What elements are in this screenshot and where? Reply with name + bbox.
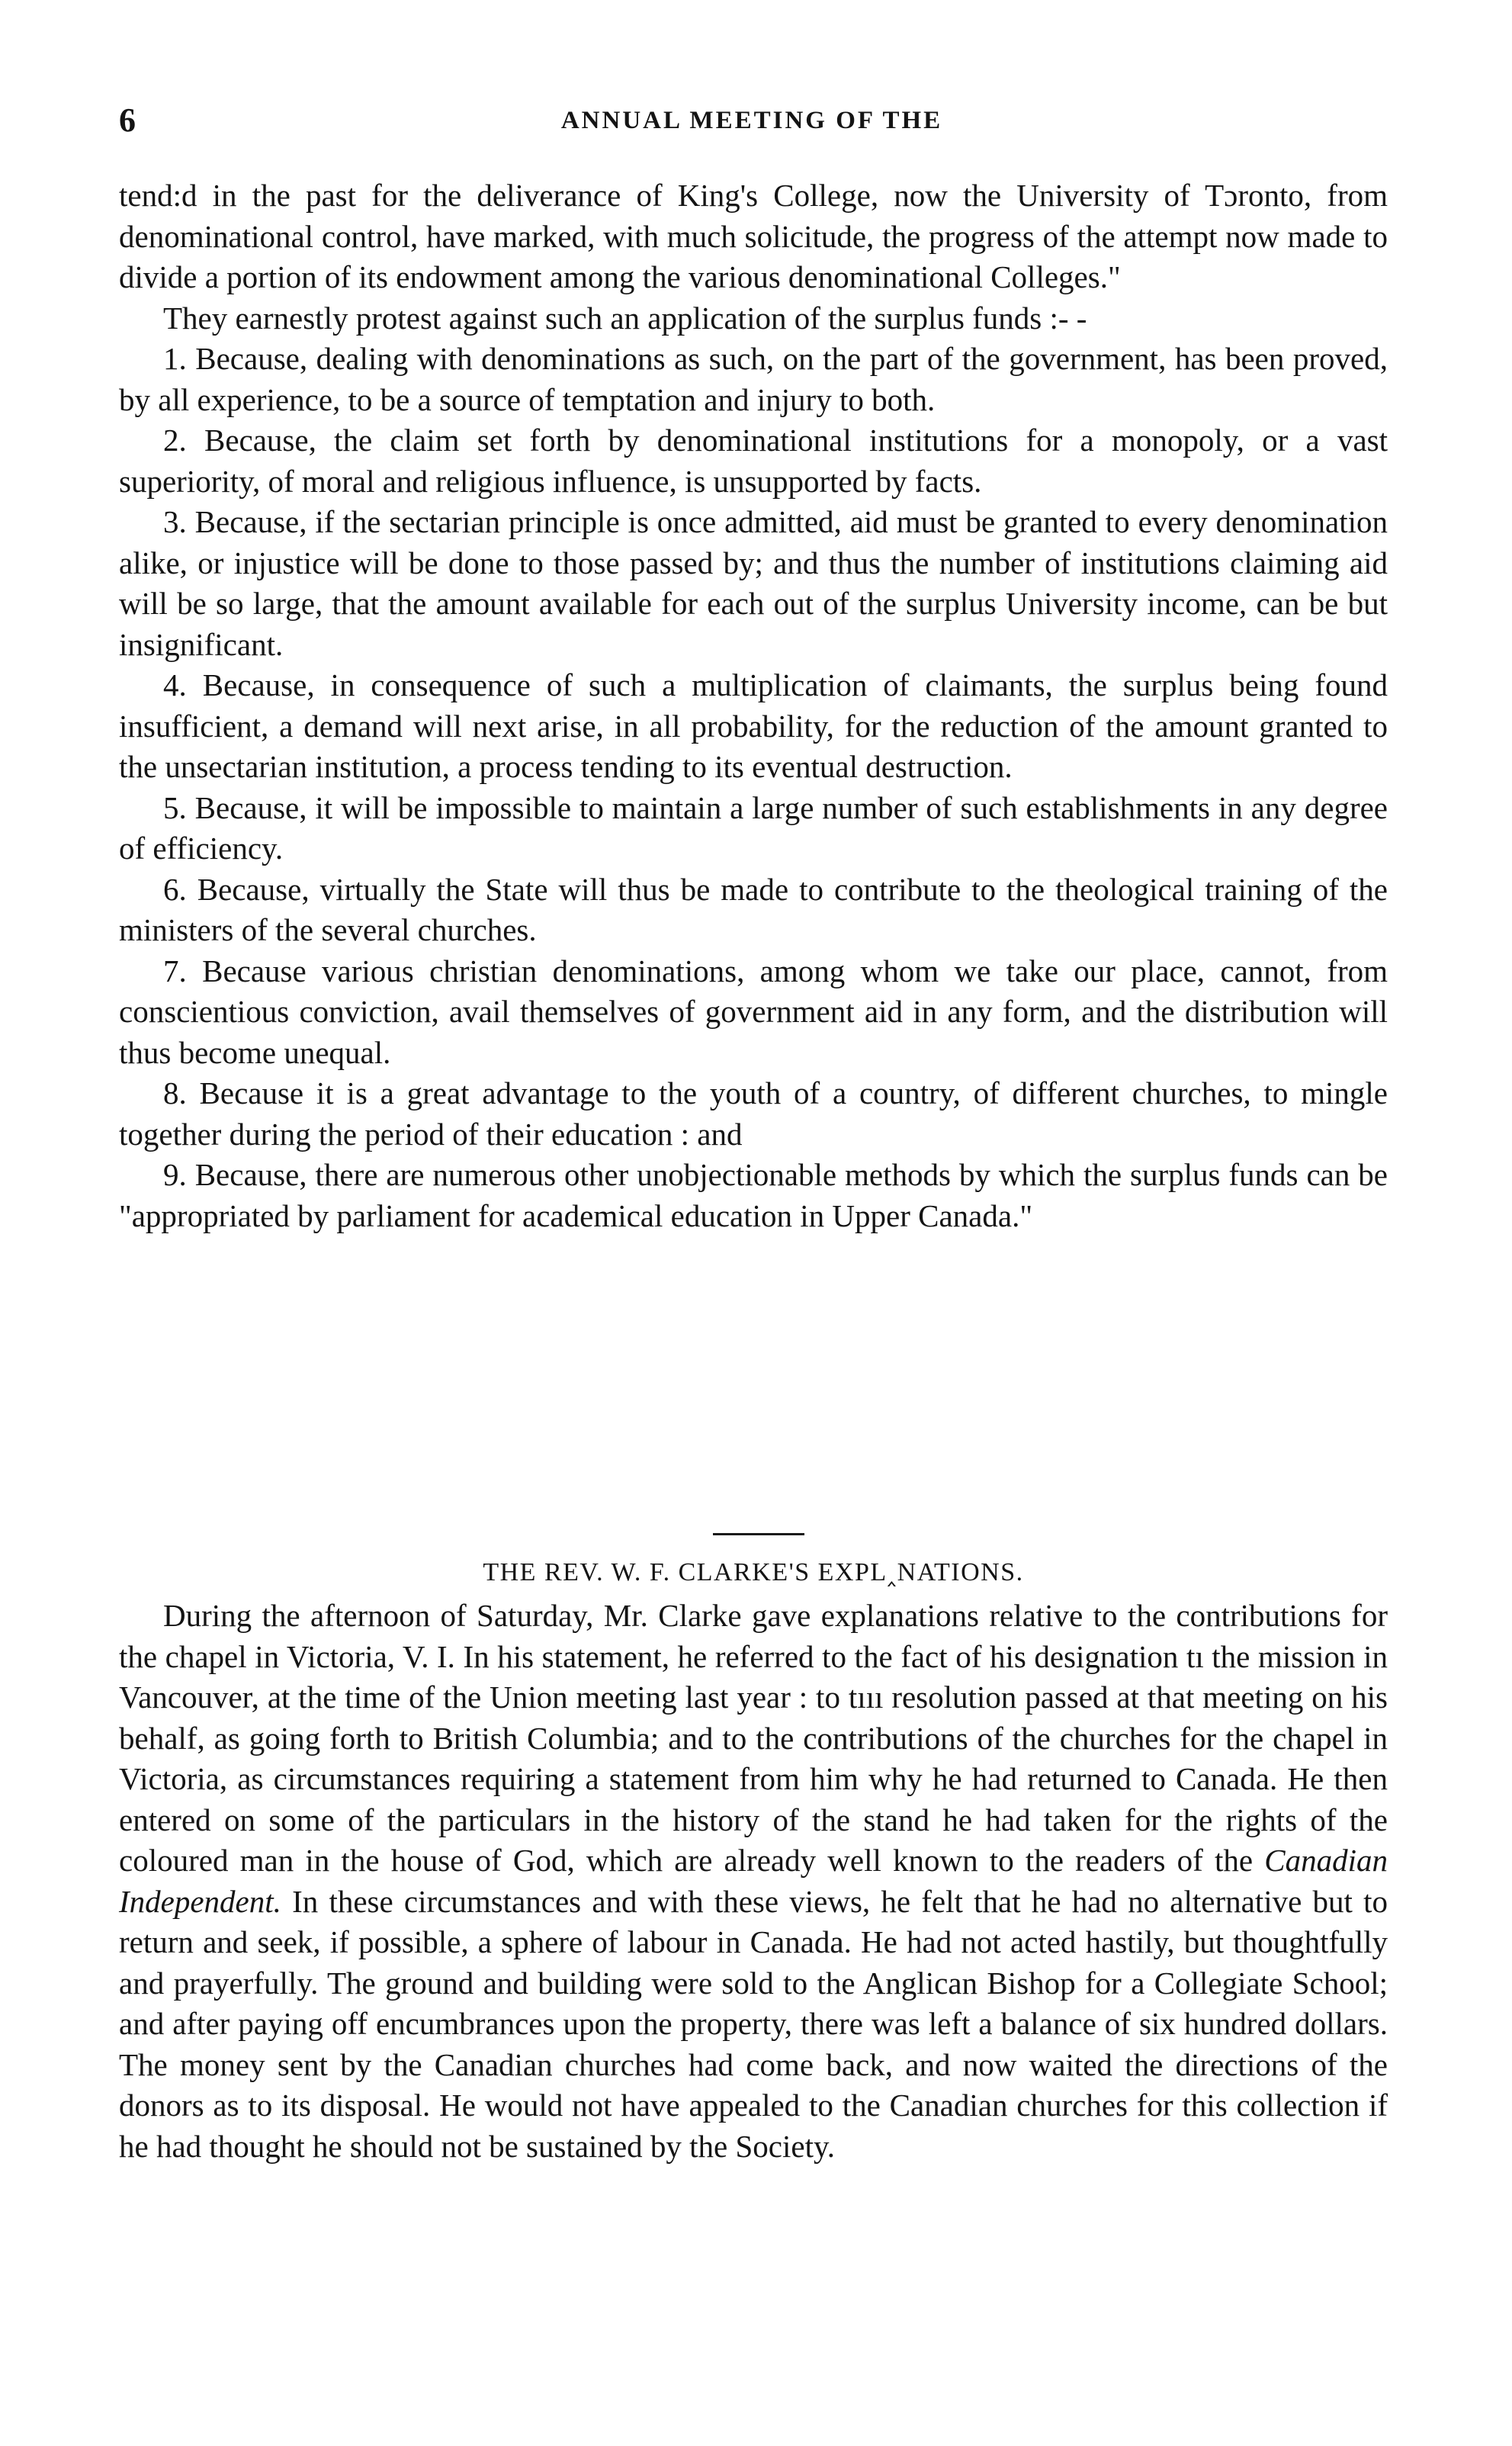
reason-5: 5. Because, it will be impossible to maintain a large number of such establishments in any degree of efficiency. xyxy=(119,789,1388,866)
page-number: 6 xyxy=(119,101,136,139)
running-head xyxy=(119,98,1385,143)
reason-2: 2. Because, the claim set forth by denominational institutions for a monopoly, or a vast superiority, of moral and religious influence, is unsupported by facts. xyxy=(119,423,1388,499)
resolution-text xyxy=(119,175,1388,1236)
reason-8: 8. Because it is a great advantage to the youth of a country, of different churches, to mingle together during the period of their education : and xyxy=(119,1075,1388,1152)
reason-1: 1. Because, dealing with denominations as such, on the part of the government, has been proved, by all experience, to be a source of temptation and injury to both. xyxy=(119,341,1388,417)
explanations-text-part-1: During the afternoon of Saturday, Mr. Clarke gave explanations relative to the contributions for the chapel in Victoria, V. I. In his statement, he referred to the fact of his designation tı the mission in Vancouver, at the time of the Union meeting last year : to tııı resolution passed at that meeting on his behalf, as going forth to British Columbia; and to the contributions of the churches for the chapel in Victoria, as circumstances requiring a statement from him why he had returned to Canada. He then entered on some of the particulars in the history of the stand he had taken for the rights of the coloured man in the house of God, which are already well known to the readers of the xyxy=(119,1598,1388,1878)
running-head-title: ANNUAL MEETING OF THE xyxy=(560,107,943,134)
reason-3: 3. Because, if the sectarian principle is once admitted, aid must be granted to every denomination alike, or injustice will be done to those passed by; and thus the number of institutions claiming aid will be so large, that the amount available for each out of the surplus University income, can be but insignificant. xyxy=(119,504,1388,662)
publication-title: Canadian Independent. xyxy=(119,1843,1388,1919)
reason-7: 7. Because various christian denominations, among whom we take our place, cannot, from conscientious conviction, avail themselves of government aid in any form, and the distribution will thus become unequal. xyxy=(119,953,1388,1070)
protest-intro: They earnestly protest against such an application of the surplus funds :- - xyxy=(163,300,1087,336)
section-heading: THE REV. W. F. CLARKE'S EXPL‸NATIONS. xyxy=(483,1558,1024,1586)
explanations-text-part-2: In these circumstances and with these views, he felt that he had no alternative but to return and seek, if possible, a sphere of labour in Canada. He had not acted hastily, but thoughtfully and prayerfully. The ground and building were sold to the Anglican Bishop for a Collegiate School; and after paying off encumbrances upon the property, there was left a balance of six hundred dollars. The money sent by the Canadian churches had come back, and now waited the directions of the donors as to its disposal. He would not have appealed to the Canadian churches for this collection if he had thought he should not be sustained by the Society. xyxy=(119,1883,1388,2164)
reason-4: 4. Because, in consequence of such a multiplication of claimants, the surplus being found insufficient, a demand will next arise, in all probability, for the reduction of the amount granted to the unsectarian institution, a process tending to its eventual destruction. xyxy=(119,667,1388,784)
explanations-text xyxy=(119,1596,1388,2167)
reason-9: 9. Because, there are numerous other unobjectionable methods by which the surplus funds can be "appropriated by parliament for academical education in Upper Canada." xyxy=(119,1157,1388,1233)
explanations-paragraph xyxy=(119,1596,1388,2167)
resolution-continuation: tend:d in the past for the deliverance of King's College, now the University of Tɔronto, from denominational control, have marked, with much solicitude, the progress of the attempt now made to divide a portion of its endowment among the various denominational Colleges." xyxy=(119,178,1388,294)
reason-6: 6. Because, virtually the State will thus be made to contribute to the theological training of the ministers of the several churches. xyxy=(119,871,1388,947)
section-divider xyxy=(713,1533,804,1535)
